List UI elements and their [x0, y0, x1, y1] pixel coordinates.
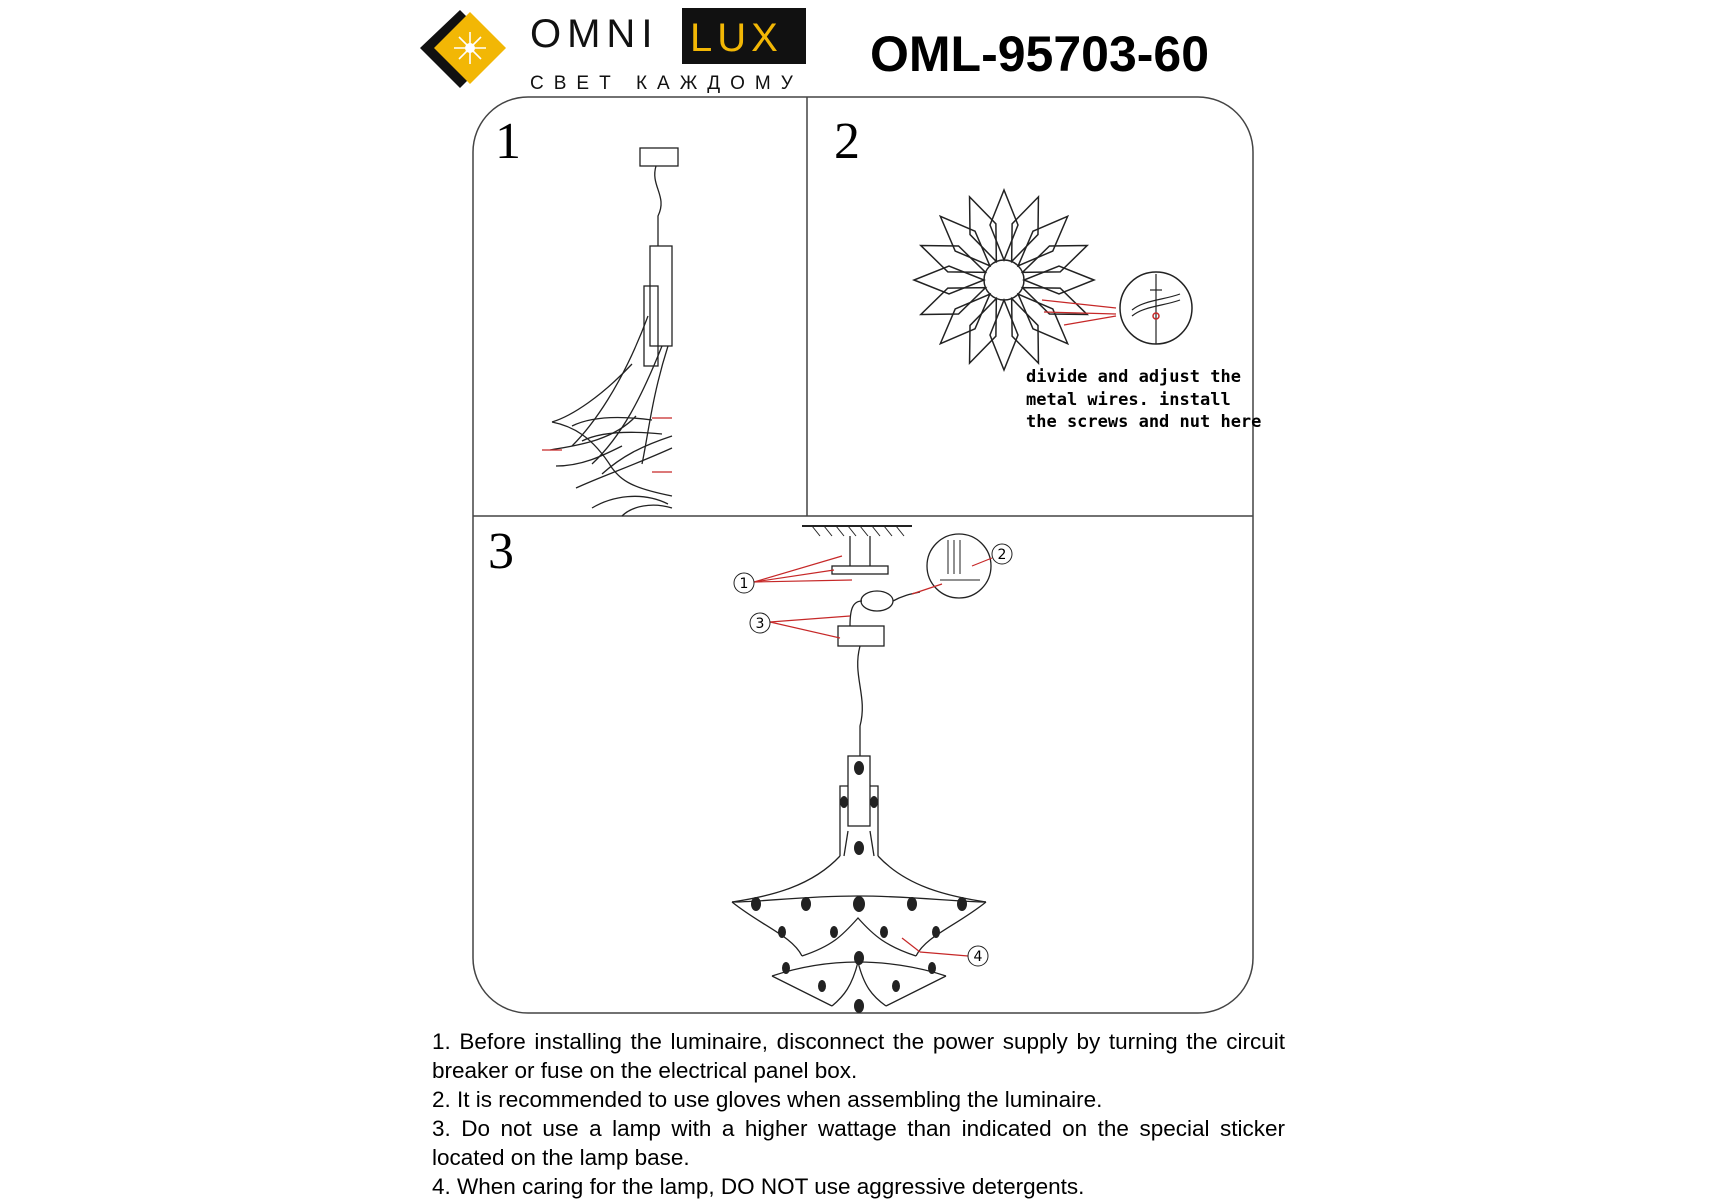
panel-3-assembly [732, 526, 992, 1013]
detail-magnifier-wiring [927, 534, 991, 598]
brand-name-lux: LUX [690, 16, 783, 60]
svg-text:4: 4 [973, 949, 983, 965]
canopy [838, 626, 884, 646]
panel-2-note [1026, 366, 1261, 434]
callout-4 [968, 946, 988, 966]
frame-border [473, 97, 1253, 1013]
suspension-wire [655, 166, 661, 246]
callout-3 [750, 613, 770, 633]
svg-text:2: 2 [997, 547, 1007, 563]
upper-column [650, 246, 672, 346]
panel-1-side-view [542, 148, 678, 516]
panel-number-1: 1 [495, 113, 521, 170]
panel-number-2: 2 [834, 113, 860, 170]
instruction-item: 4. When caring for the lamp, DO NOT use aggressive detergents. [432, 1174, 1085, 1199]
flower-petals [914, 190, 1094, 370]
note-line: divide and adjust the [1026, 367, 1241, 387]
instruction-item: 3. Do not use a lamp with a higher wattage than indicated on the special sticker located on the lamp base. [432, 1116, 1285, 1170]
panel-2-top-view [914, 190, 1192, 370]
instruction-item: 2. It is recommended to use gloves when assembling the luminaire. [432, 1087, 1103, 1112]
brand-tagline: СВЕТ КАЖДОМУ [530, 73, 803, 94]
note-line: metal wires. install [1026, 389, 1231, 410]
model-number: OML-95703-60 [870, 26, 1210, 82]
main-wire [858, 646, 863, 756]
svg-text:1: 1 [739, 576, 749, 592]
diamond-logo-icon [412, 8, 522, 98]
ceiling-canopy [640, 148, 678, 166]
brand-logo [412, 8, 812, 98]
installation-diagram [472, 96, 1254, 1014]
brand-name-omni: OMNI [530, 12, 659, 56]
callout-2 [992, 544, 1012, 564]
svg-text:3: 3 [755, 616, 765, 632]
instructions-list [432, 1027, 1285, 1201]
connector-box [861, 591, 893, 611]
panel-number-3: 3 [488, 523, 514, 580]
mounting-bracket [832, 566, 888, 574]
note-line: the screws and nut here [1026, 412, 1262, 432]
callout-1 [734, 573, 754, 593]
instruction-item: 1. Before installing the luminaire, disconnect the power supply by turning the circuit breaker or fuse on the electrical panel box. [432, 1029, 1285, 1083]
crystal-pendants [751, 761, 967, 1013]
